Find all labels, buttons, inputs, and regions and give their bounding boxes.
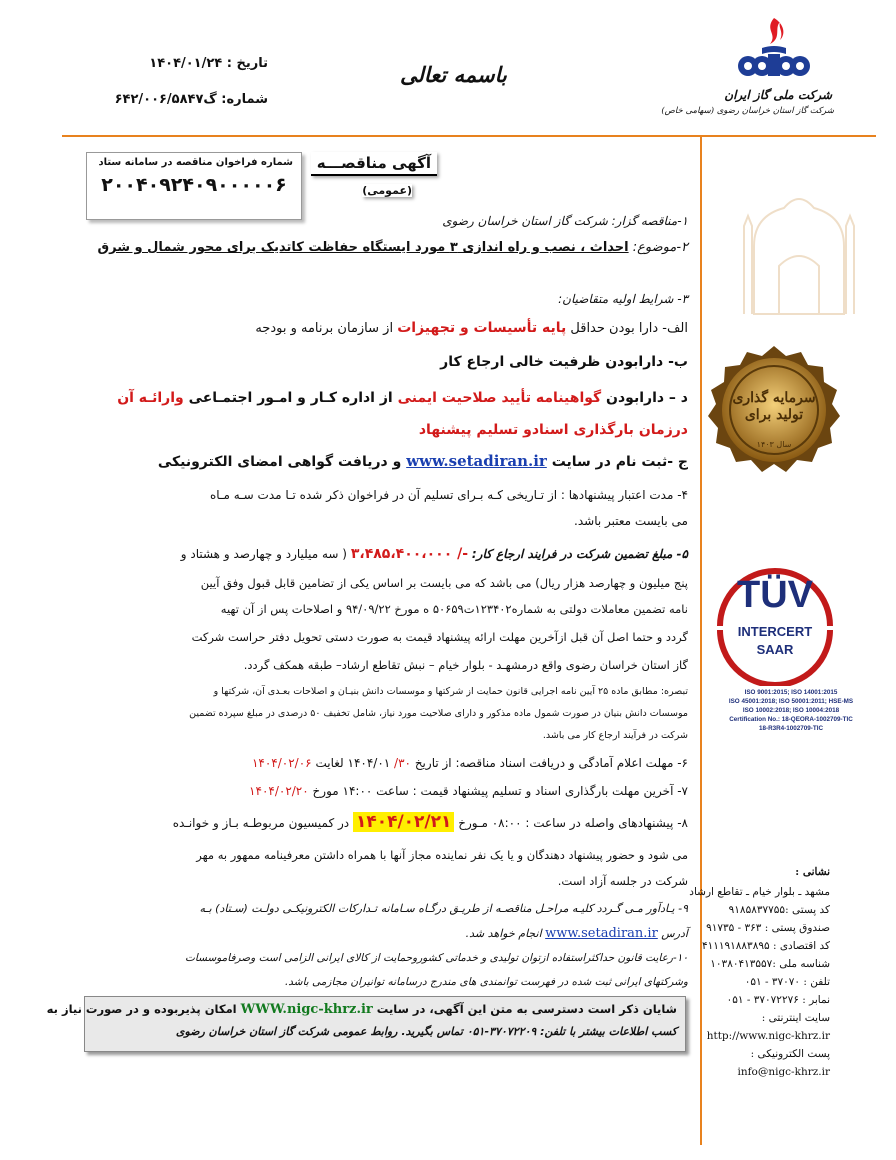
address-line: سایت اینترنتی : — [761, 1012, 830, 1024]
iso-line: ISO 45001:2018; ISO 50001:2011; HSE-MS — [728, 698, 854, 705]
footer-line-2: کسب اطلاعات بیشتر با تلفن: ۳۷۰۷۲۲۰۹-۰۵۱ تماس بگیرید. روابط عمومی شرکت گاز استان خراسان رضوی — [175, 1025, 677, 1038]
note-line-3: شرکت در فرآیند ارجاع کار می باشد. — [542, 730, 688, 741]
footer-notice-box — [46, 996, 686, 1052]
jim-part-1: ج -ثبت نام در سایت — [551, 454, 688, 470]
mosque-dome-icon — [724, 186, 874, 316]
condition-be: ب- دارابودن ظرفیت خالی ارجاع کار — [440, 354, 688, 370]
address-line: مشهد ـ بلوار خیام ـ تقاطع ارشاد — [689, 886, 830, 898]
tuv-sub-2: SAAR — [756, 642, 794, 657]
address-line: صندوق پستی : ۳۶۳ - ۹۱۷۳۵ — [706, 922, 830, 934]
investment-seal — [706, 344, 842, 480]
item-2-prefix: ۲-موضوع: — [632, 240, 688, 255]
item-5-amount: -/ ۳،۴۸۵،۴۰۰،۰۰۰ — [350, 546, 469, 562]
item-8-line-1 — [173, 812, 688, 832]
item-8-date: ۱۴۰۴/۰۲/۲۱ — [353, 812, 454, 832]
item-5-line-5: گاز استان خراسان رضوی واقع درمشهـد - بلوار خیام – نبش تقاطع ارشاد– طبقه همکف گردد. — [243, 658, 688, 672]
iso-line: 18-R3R4-1002709-TIC — [758, 725, 824, 732]
notice-title: آگهی مناقصـــه — [311, 152, 437, 176]
item-9-line-1: ۹- یـادآور مـی گـردد کلیـه مراحـل مناقصـه از طریـق درگـاه سـامانه تـدارکات الکترونیکـی دولـت (سـتاد) بـه — [199, 902, 688, 915]
nigc-logo — [734, 14, 814, 86]
item-10-line-1: ۱۰-رعایت قانون حداکثراستفاده ازتوان تولیدی و خدماتی کشوروحمایت از کالای ایرانی الزامی است وصرفاموسسات — [185, 952, 688, 964]
item-6-red-1: ۳۰/ — [394, 756, 411, 770]
mosque-dome-watermark — [724, 186, 874, 316]
seal-text: سرمایه گذاری تولید برای — [732, 390, 816, 423]
address-line: شناسه ملی :۱۰۳۸۰۴۱۳۵۵۷ — [710, 958, 830, 970]
header-divider — [62, 135, 876, 137]
nigc-site-link[interactable]: WWW.nigc-khrz.ir — [240, 1002, 373, 1017]
item-4-line-2: می بایست معتبر باشد. — [574, 514, 688, 528]
item-6-red-2: ۱۴۰۴/۰۲/۰۶ — [251, 756, 312, 770]
item-8-line-2: می شود و حضور پیشنهاد دهندگان و یا یک نفر نماینده مجاز آنها با همراه داشتن معرفینامه ممهور به مهر — [196, 848, 688, 862]
footer-line-1 — [46, 997, 685, 1017]
item-3: ۳- شرایط اولیه متقاضیان: — [558, 292, 688, 306]
note-line-2: موسسات دانش بنیان در صورت شمول ماده مذکور و دارای صلاحیت مورد نیاز، شامل تخفیف ۵۰ درصدی در مبلغ سپرده تضمین — [189, 708, 688, 719]
address-line: کد اقتصادی : ۴۱۱۱۹۱۸۸۳۸۹۵ — [701, 940, 830, 952]
nigc-logo-icon — [734, 14, 814, 86]
item-5-line-4: گردد و حتما اصل آن قبل ازآخرین مهلت ارائه پیشنهاد قیمت به صورت دستی تحویل دفتر حراست شرکت — [191, 630, 688, 644]
setadiran-link[interactable]: www.setadiran.ir — [406, 452, 547, 470]
iso-line: ISO 10002:2018; ISO 10004:2018 — [742, 707, 840, 714]
condition-alef — [255, 320, 688, 336]
item-8-part-2: در کمیسیون مربوطـه بـاز و خوانـده — [172, 816, 350, 830]
item-5-line-2: پنج میلیون و چهارصد هزار ریال) می باشد که می بایست بر اساس یکی از تضامین قابل قبول وفق آیین — [200, 576, 688, 590]
item-9-part-1: آدرس — [661, 927, 688, 940]
notice-subtitle: (عمومی) — [362, 184, 412, 197]
item-4-line-1: ۴- مدت اعتبار پیشنهادها : از تـاریخی کـه بـرای تسلیم آن در فراخوان ذکر شده تـا مدت سـه مـاه — [210, 488, 688, 502]
sidebar-divider — [700, 135, 702, 1145]
dal-part-2: از اداره کـار و امـور اجتمـاعی — [188, 390, 393, 406]
iso-line: Certification No.: 18-QEORA-1002709-TIC — [729, 716, 853, 723]
company-subtitle: شرکت گاز استان خراسان رضوی (سهامی خاص) — [661, 106, 834, 116]
alef-part-2: از سازمان برنامه و بودجه — [255, 321, 394, 336]
dal-red-3: درزمان بارگذاری اسنادو تسلیم پیشنهاد — [418, 422, 688, 438]
item-8-part-1: ۸- پیشنهادهای واصله در ساعت : ۰۸:۰۰ مـورخ — [458, 816, 688, 830]
tuv-sub-1: INTERCERT — [737, 624, 813, 639]
website-link[interactable]: http://www.nigc-khrz.ir — [706, 1030, 830, 1042]
dal-part-1: د – دارابودن — [606, 390, 688, 406]
setad-box-number: ۲۰۰۴۰۹۲۴۰۹۰۰۰۰۰۶ — [101, 174, 287, 196]
alef-part-1: الف- دارا بودن حداقل — [570, 321, 688, 336]
footer-part-2: امکان پذیربوده و در صورت نیاز به — [46, 1002, 237, 1016]
setad-number-box — [86, 152, 302, 220]
jim-part-2: و دریافت گواهی امضای الکترونیکی — [157, 454, 402, 470]
item-7-part-1: ۷- آخرین مهلت بارگذاری اسناد و تسلیم پیشنهاد قیمت : ساعت ۱۴:۰۰ مورخ — [312, 784, 688, 798]
email-link[interactable]: info@nigc-khrz.ir — [737, 1066, 830, 1078]
iso-list — [716, 688, 866, 733]
letter-number: شماره: گ۶۴۲/۰۰۶/۵۸۴۷ — [114, 92, 268, 107]
item-7-red: ۱۴۰۴/۰۲/۲۰ — [249, 784, 309, 798]
note-line-1: تبصره: مطابق ماده ۲۵ آیین نامه اجرایی قانون حمایت از شرکتها و موسسات دانش بنیـان و اصلاحات بعـدی آن، شرکتها و — [213, 686, 688, 697]
condition-dal — [117, 390, 688, 406]
address-line: نمابر : ۳۷۰۷۲۲۷۶ - ۰۵۱ — [726, 994, 830, 1006]
alef-red: پایه تأسیسات و تجهیزات — [397, 320, 567, 336]
letter-date: تاریخ : ۱۴۰۴/۰۱/۲۴ — [149, 56, 268, 71]
item-5-prefix: ۵- مبلغ تضمین شرکت در فرایند ارجاع کار: — [471, 547, 688, 561]
address-title: نشانی : — [795, 866, 830, 878]
setad-box-title: شماره فراخوان مناقصه در سامانه ستاد — [98, 157, 293, 168]
footer-part-1: شایان ذکر است دسترسی به متن این آگهی، در سایت — [376, 1002, 677, 1016]
item-2 — [98, 240, 688, 255]
item-5-line-1 — [181, 546, 688, 562]
item-10-line-2: وشرکتهای ایرانی ثبت شده در فهرست توانمندی های مندرج درسامانه توانیران مجازمی باشد. — [284, 976, 688, 988]
item-6-part-2: ۱۴۰۴/۰۱ لغایت — [315, 756, 391, 770]
item-2-text: احداث ، نصب و راه اندازی ۳ مورد ایستگاه حفاظت کاتدیک برای محور شمال و شرق — [97, 240, 629, 255]
item-8-line-3: شرکت در جلسه آزاد است. — [557, 874, 688, 888]
item-5-rest: ( سه میلیارد و چهارصد و هشتاد و — [180, 547, 347, 561]
address-line: کد پستی :۹۱۸۵۸۳۷۷۵۵ — [728, 904, 830, 916]
condition-jim — [158, 452, 688, 470]
company-name: شرکت ملی گاز ایران — [724, 88, 832, 102]
address-line: پست الکترونیکی : — [750, 1048, 830, 1060]
item-6 — [252, 756, 688, 770]
item-7 — [249, 784, 688, 798]
item-5-line-3: نامه تضمین معاملات دولتی به شماره۱۲۳۴۰۲ت۵۰۶۵۹ ه مورخ ۹۴/۰۹/۲۲ و اصلاحات پس از آن تهیه — [220, 602, 688, 616]
item-1: ۱-مناقصه گزار: شرکت گاز استان خراسان رضوی — [442, 214, 688, 228]
basmala: باسمه تعالی — [400, 62, 507, 87]
item-9-part-2: انجام خواهد شد. — [465, 927, 542, 940]
tuv-title: TÜV — [737, 574, 813, 616]
item-9-line-2 — [466, 926, 688, 941]
setadiran-link-2[interactable]: www.setadiran.ir — [545, 926, 658, 941]
seal-year: سال ۱۴۰۳ — [756, 440, 792, 449]
address-line: تلفن : ۳۷۰۷۰ - ۰۵۱ — [744, 976, 830, 988]
item-6-part-1: ۶- مهلت اعلام آمادگی و دریافت اسناد مناقصه: از تاریخ — [414, 756, 688, 770]
tuv-logo — [712, 566, 838, 686]
dal-red-2: وارائـه آن — [117, 390, 184, 406]
dal-red-1: گواهینامه تأیید صلاحیت ایمنی — [397, 390, 602, 406]
iso-line: ISO 9001:2015; ISO 14001:2015 — [744, 689, 838, 696]
